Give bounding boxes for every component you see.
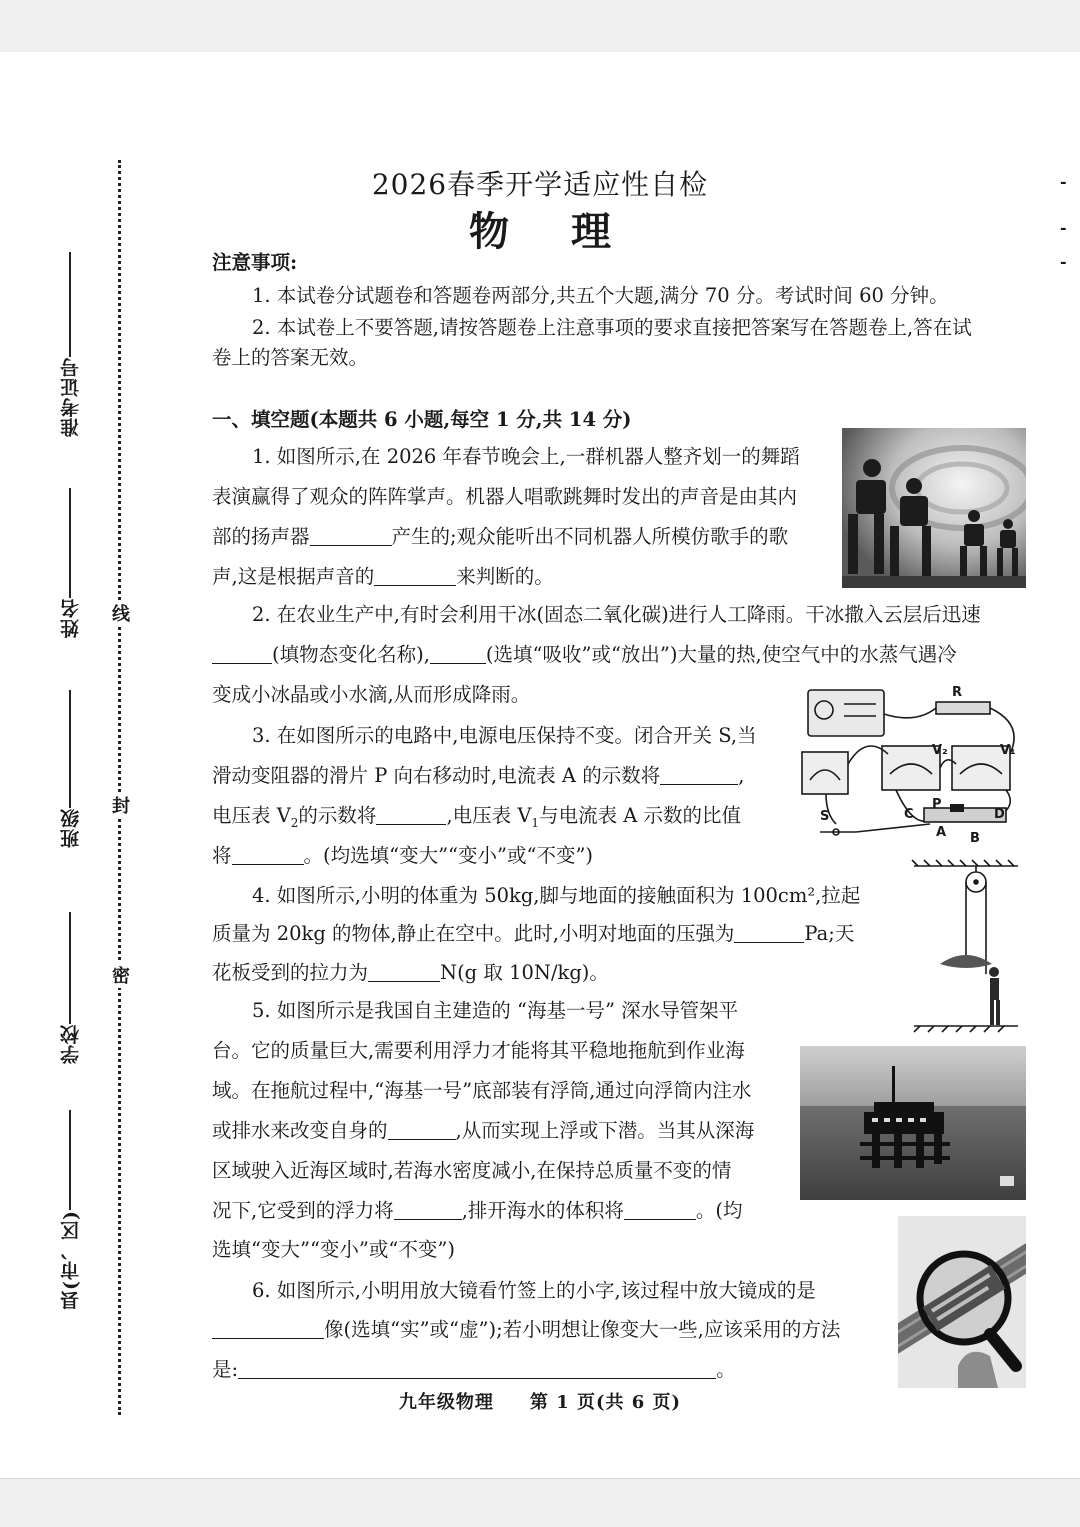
section-1-title: 一、填空题(本题共 6 小题,每空 1 分,共 14 分): [212, 408, 632, 431]
stray-mark: -: [1060, 218, 1067, 237]
field-county-line: [69, 1110, 71, 1210]
field-county-label: 县(市、区): [59, 1210, 82, 1310]
page-footer: [0, 1388, 1080, 1414]
q3-text: ,: [738, 764, 745, 787]
magnifier-photo: [898, 1216, 1026, 1388]
q3-text: 。(均选填“变大”“变小”或“不变”): [303, 844, 594, 867]
q6-blank-2: [238, 1354, 716, 1379]
q1-line-4: [212, 557, 554, 597]
label-V2: V₂: [932, 743, 948, 758]
q4-text: N(g 取 10N/kg)。: [440, 961, 609, 984]
q4-line-2: [212, 914, 854, 954]
q5-line-1: 5. 如图所示是我国自主建造的 “海基一号” 深水导管架平: [252, 999, 739, 1022]
field-exam-number-line: [69, 252, 71, 357]
bottom-scan-margin: [0, 1478, 1080, 1527]
binding-dotted-line: [118, 160, 121, 1415]
q3-blank-2: [376, 800, 446, 825]
notice-heading: 注意事项:: [212, 251, 298, 274]
q5-line-7: 选填“变大”“变小”或“不变”): [212, 1238, 455, 1261]
field-school-line: [69, 912, 71, 1024]
q5-line-2: 台。它的质量巨大,需要利用浮力才能将其平稳地拖航到作业海: [212, 1039, 745, 1062]
q3-blank-1: [660, 760, 738, 785]
seal-char-feng: 封: [112, 792, 130, 818]
q1-line-1: 1. 如图所示,在 2026 年春节晚会上,一群机器人整齐划一的舞蹈: [252, 445, 800, 468]
q3-blank-3: [232, 840, 304, 865]
q4-line-3: [212, 953, 609, 993]
label-P: P: [932, 797, 942, 812]
q3-text: 将: [212, 844, 232, 867]
q5-blank-1: [388, 1115, 456, 1140]
q6-line-3: [212, 1350, 736, 1390]
q5-text: ,从而实现上浮或下潜。当其从深海: [455, 1119, 755, 1142]
q3-text: 与电流表 A 示数的比值: [539, 804, 742, 827]
stray-mark: -: [1060, 252, 1067, 271]
notice-item-2-cont: 卷上的答案无效。: [212, 346, 369, 369]
q5-line-4: [212, 1111, 754, 1151]
q4-blank-2: [368, 957, 440, 982]
q1-text: 声,这是根据声音的: [212, 565, 375, 588]
q5-text: ,排开海水的体积将: [461, 1199, 624, 1222]
seal-char-mi: 密: [112, 962, 130, 988]
label-B: B: [970, 831, 980, 846]
q6-blank-1: [212, 1314, 324, 1339]
q2-text: (填物态变化名称),: [272, 643, 430, 666]
q2-line-2: [212, 635, 957, 675]
notice-item-1: 1. 本试卷分试题卷和答题卷两部分,共五个大题,满分 70 分。考试时间 60 分钟。: [252, 284, 949, 307]
field-exam-number: [56, 252, 84, 437]
q5-text: 况下,它受到的浮力将: [212, 1199, 394, 1222]
exam-title: 2026春季开学适应性自检: [371, 168, 709, 201]
field-school-label: 学校: [59, 1024, 82, 1064]
robot-dance-photo: [842, 428, 1026, 588]
q3-text: 电压表 V: [212, 804, 291, 827]
q1-line-2: 表演赢得了观众的阵阵掌声。机器人唱歌跳舞时发出的声音是由其内: [212, 485, 798, 508]
q5-line-3: 域。在拖航过程中,“海基一号”底部装有浮筒,通过向浮筒内注水: [212, 1079, 752, 1102]
q5-text: 。(均: [695, 1199, 743, 1222]
q4-blank-1: [734, 918, 804, 943]
field-name: [56, 488, 84, 638]
offshore-platform-photo: [800, 1046, 1026, 1200]
q2-text: (选填“吸收”或“放出”)大量的热,使空气中的水蒸气遇冷: [485, 643, 957, 666]
top-scan-margin: [0, 0, 1080, 53]
q5-blank-3: [624, 1195, 696, 1220]
field-exam-number-label: 准考证号: [59, 357, 82, 437]
q6-line-1: 6. 如图所示,小明用放大镜看竹签上的小字,该过程中放大镜成的是: [252, 1279, 816, 1302]
q3-line-4: [212, 836, 593, 876]
circuit-diagram: [796, 684, 1030, 848]
q2-line-1: 2. 在农业生产中,有时会利用干冰(固态二氧化碳)进行人工降雨。干冰撒入云层后迅速: [252, 603, 981, 626]
footer-grade-subject: 九年级物理: [398, 1392, 494, 1413]
field-class: [56, 690, 84, 848]
q5-line-5: 区域驶入近海区域时,若海水密度减小,在保持总质量不变的情: [212, 1159, 732, 1182]
stray-mark: -: [1060, 172, 1067, 191]
q5-text: 或排水来改变自身的: [212, 1119, 388, 1142]
label-C: C: [904, 807, 914, 822]
q3-line-1: 3. 在如图所示的电路中,电源电压保持不变。闭合开关 S,当: [252, 724, 757, 747]
q4-line-1: 4. 如图所示,小明的体重为 50kg,脚与地面的接触面积为 100cm²,拉起: [252, 884, 861, 907]
field-class-line: [69, 690, 71, 808]
field-school: [56, 912, 84, 1064]
q5-line-6: [212, 1191, 743, 1231]
label-S: S: [820, 809, 830, 824]
q3-text: 的示数将: [298, 804, 377, 827]
pulley-diagram: [910, 856, 1022, 1034]
q3-line-2: [212, 756, 744, 796]
q5-blank-2: [394, 1195, 462, 1220]
q6-text: 是:: [212, 1358, 239, 1381]
q2-blank-1: [212, 639, 272, 664]
q6-text: 像(选填“实”或“虚”);若小明想让像变大一些,应该采用的方法: [324, 1318, 841, 1341]
q4-text: Pa;天: [804, 922, 855, 945]
q4-text: 质量为 20kg 的物体,静止在空中。此时,小明对地面的压强为: [212, 922, 735, 945]
label-A: A: [936, 825, 947, 840]
footer-page-info: 第 1 页(共 6 页): [529, 1392, 682, 1413]
q1-text: 产生的;观众能听出不同机器人所模仿歌手的歌: [391, 525, 789, 548]
q1-text: 部的扬声器: [212, 525, 310, 548]
label-D: D: [994, 807, 1005, 822]
notice-item-2: 2. 本试卷上不要答题,请按答题卷上注意事项的要求直接把答案写在答题卷上,答在试: [252, 316, 972, 339]
q6-line-2: [212, 1310, 840, 1350]
field-name-label: 姓名: [59, 598, 82, 638]
q3-subscript: 1: [531, 815, 540, 830]
q1-line-3: [212, 517, 788, 557]
q2-blank-2: [430, 639, 486, 664]
field-name-line: [69, 488, 71, 598]
q1-blank-1: [310, 521, 392, 546]
q1-blank-2: [374, 561, 456, 586]
q2-line-3: 变成小冰晶或小水滴,从而形成降雨。: [212, 683, 531, 706]
label-R: R: [952, 685, 963, 700]
q6-text: 。: [716, 1358, 736, 1381]
q1-text: 来判断的。: [456, 565, 554, 588]
q3-text: 滑动变阻器的滑片 P 向右移动时,电流表 A 的示数将: [212, 764, 661, 787]
field-county: [56, 1110, 84, 1310]
seal-char-xian: 线: [112, 600, 130, 626]
q3-text: ,电压表 V: [446, 804, 532, 827]
label-V1: V₁: [1000, 743, 1016, 758]
subject-title: 物理: [469, 208, 673, 255]
field-class-label: 班级: [59, 808, 82, 848]
q3-subscript: 2: [290, 815, 299, 830]
q4-text: 花板受到的拉力为: [212, 961, 369, 984]
